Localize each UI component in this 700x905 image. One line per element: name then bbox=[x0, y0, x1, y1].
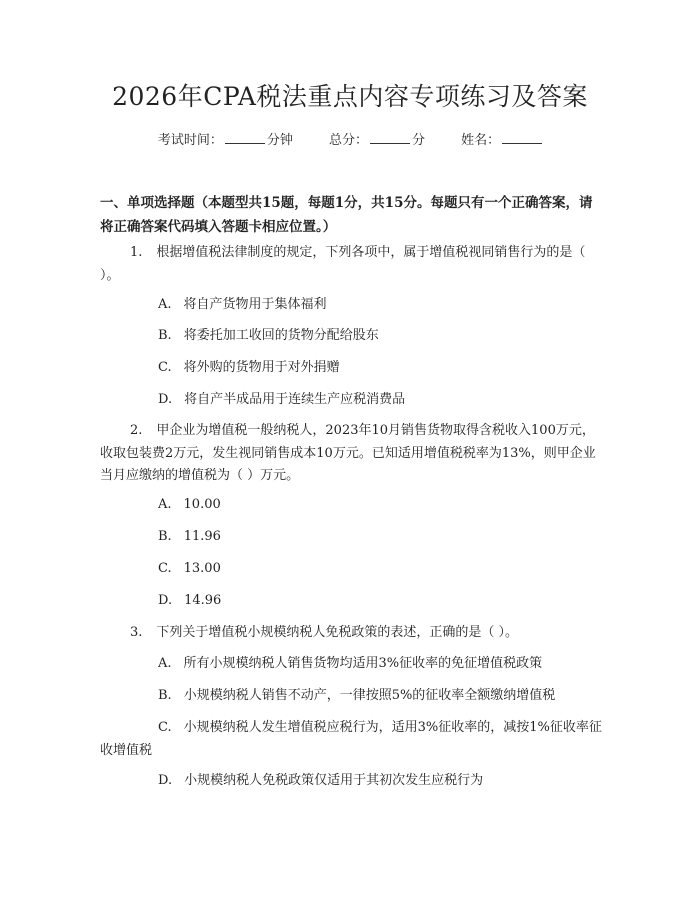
question-3 bbox=[100, 622, 605, 645]
option-letter: C. bbox=[158, 561, 172, 576]
option-3d bbox=[100, 770, 605, 793]
option-text: 将外购的货物用于对外捐赠 bbox=[183, 360, 340, 375]
exam-time-blank bbox=[225, 130, 265, 144]
option-letter: D. bbox=[158, 392, 173, 407]
option-3b bbox=[100, 685, 605, 708]
option-letter: C. bbox=[158, 360, 172, 375]
option-text: 11.96 bbox=[183, 529, 221, 544]
option-2b bbox=[100, 526, 605, 549]
total-score-blank bbox=[370, 130, 410, 144]
option-1d bbox=[100, 389, 605, 412]
name-label: 姓名： bbox=[461, 133, 501, 148]
document-title: 2026年CPA税法重点内容专项练习及答案 bbox=[112, 82, 588, 111]
option-letter: A. bbox=[158, 656, 172, 671]
option-letter: B. bbox=[158, 688, 172, 703]
option-letter: D. bbox=[158, 773, 173, 788]
option-text: 将自产半成品用于连续生产应税消费品 bbox=[184, 392, 406, 407]
option-text: 13.00 bbox=[183, 561, 221, 576]
option-letter: B. bbox=[158, 328, 172, 343]
option-3a bbox=[100, 653, 605, 676]
option-text: 小规模纳税人销售不动产，一律按照5%的征收率全额缴纳增值税 bbox=[183, 688, 556, 703]
option-text: 将委托加工收回的货物分配给股东 bbox=[183, 328, 379, 343]
option-2a bbox=[100, 494, 605, 517]
name-blank bbox=[502, 130, 542, 144]
total-score-label: 总分： bbox=[328, 133, 368, 148]
question-stem: 甲企业为增值税一般纳税人，2023年10月销售货物取得含税收入100万元，收取包装费2万元，发生视同销售成本10万元。已知适用增值税税率为13%，则甲企业当月应缴纳的增值税为（ ）万元。 bbox=[100, 423, 596, 483]
exam-info-line bbox=[0, 130, 700, 151]
option-text: 小规模纳税人发生增值税应税行为，适用3%征收率的，减按1%征收率征收增值税 bbox=[100, 720, 602, 758]
option-text: 所有小规模纳税人销售货物均适用3%征收率的免征增值税政策 bbox=[183, 656, 543, 671]
option-letter: A. bbox=[158, 297, 172, 312]
option-text: 10.00 bbox=[183, 497, 221, 512]
question-number: 3. bbox=[130, 625, 143, 640]
option-text: 将自产货物用于集体福利 bbox=[183, 297, 327, 312]
question-2 bbox=[100, 420, 605, 488]
option-3c bbox=[100, 717, 605, 762]
option-1b bbox=[100, 325, 605, 348]
total-score-unit: 分 bbox=[412, 133, 426, 148]
option-1a bbox=[100, 294, 605, 317]
option-letter: D. bbox=[158, 593, 173, 608]
option-2c bbox=[100, 558, 605, 581]
option-letter: C. bbox=[158, 720, 172, 735]
section-heading: 一、单项选择题（本题型共15题，每题1分，共15分。每题只有一个正确答案，请将正确答案代码填入答题卡相应位置。） bbox=[100, 195, 593, 235]
option-letter: B. bbox=[158, 529, 172, 544]
option-text: 小规模纳税人免税政策仅适用于其初次发生应税行为 bbox=[184, 773, 484, 788]
total-score-field bbox=[329, 130, 425, 151]
question-stem: 下列关于增值税小规模纳税人免税政策的表述，正确的是（ ）。 bbox=[156, 625, 519, 640]
option-text: 14.96 bbox=[184, 593, 222, 608]
question-stem: 根据增值税法律制度的规定，下列各项中，属于增值税视同销售行为的是（ ）。 bbox=[100, 245, 586, 283]
option-1c bbox=[100, 357, 605, 380]
option-2d bbox=[100, 590, 605, 613]
option-letter: A. bbox=[158, 497, 172, 512]
question-number: 1. bbox=[130, 245, 143, 260]
question-number: 2. bbox=[130, 423, 143, 438]
name-field bbox=[461, 130, 542, 151]
exam-time-unit: 分钟 bbox=[266, 133, 293, 148]
exam-time-field bbox=[158, 130, 293, 151]
exam-time-label: 考试时间： bbox=[157, 133, 223, 148]
question-1 bbox=[100, 242, 605, 287]
